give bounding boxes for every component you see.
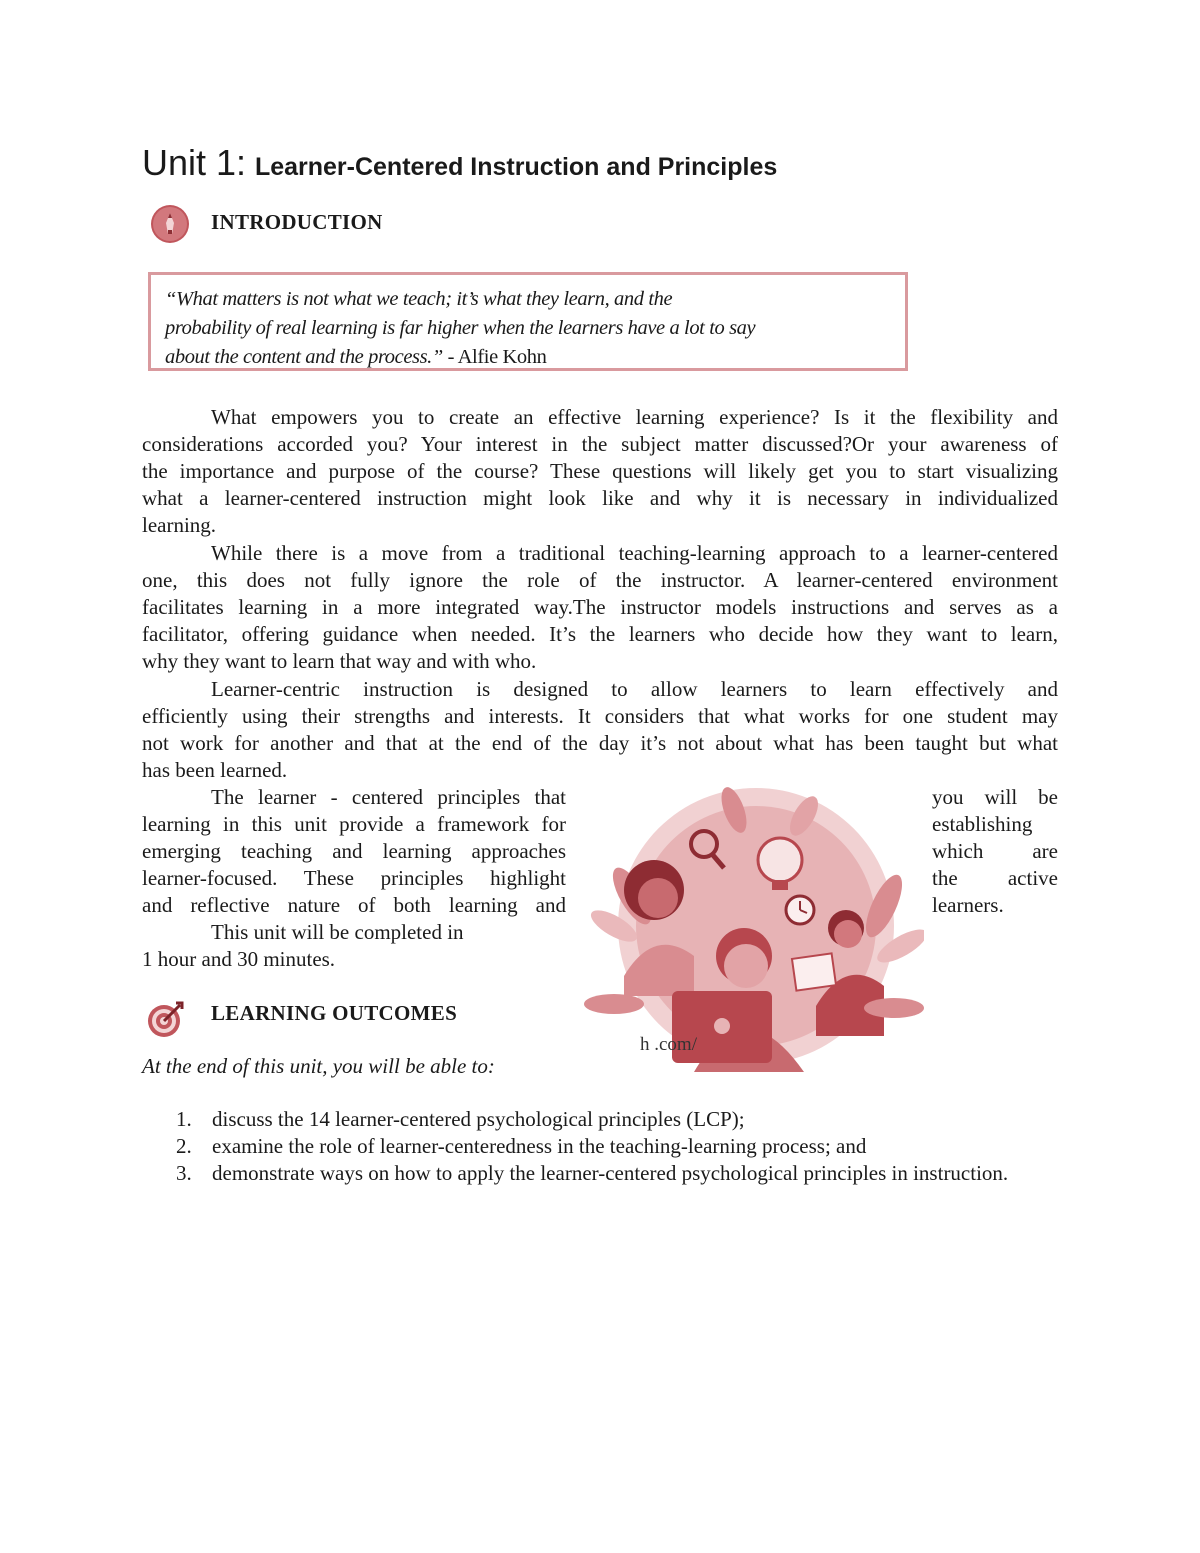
paragraph-line: learning.	[142, 513, 217, 537]
paragraph-line: This unit will be completed in	[211, 920, 464, 944]
paragraph-line: one, this does not fully ignore the role of the instructor. A learner-centered environment	[142, 568, 1058, 592]
list-text: discuss the 14 learner-centered psychological principles (LCP);	[212, 1107, 745, 1131]
paragraph-line: the active	[932, 866, 1058, 890]
list-item	[142, 1133, 1058, 1160]
paragraph-line: considerations accorded you? Your interest in the subject matter discussed?Or your awareness of	[142, 432, 1058, 456]
quote-box	[148, 272, 908, 371]
paragraph-line: which are	[932, 839, 1058, 863]
paragraph-line: why they want to learn that way and with who.	[142, 649, 537, 673]
list-number: 3.	[176, 1161, 192, 1185]
list-number: 1.	[176, 1107, 192, 1131]
paragraph-line: learner-focused. These principles highlight	[142, 866, 566, 890]
paragraph-line: efficiently using their strengths and interests. It considers that what works for one student may	[142, 704, 1058, 728]
outcomes-list	[142, 1106, 1058, 1187]
learning-outcomes-heading: LEARNING OUTCOMES	[211, 1001, 458, 1025]
list-text: examine the role of learner-centeredness in the teaching-learning process; and	[212, 1134, 867, 1158]
illustration-credit: h .com/	[640, 1034, 697, 1055]
learning-illustration	[584, 786, 924, 1072]
paragraph-line: you will be	[932, 785, 1058, 809]
paragraph-line: what a learner-centered instruction might look like and why it is necessary in individualized	[142, 486, 1058, 510]
outcomes-intro: At the end of this unit, you will be able to:	[142, 1054, 495, 1078]
paragraph-line: The learner - centered principles that	[211, 785, 566, 809]
paragraph-line: facilitates learning in a more integrated way.The instructor models instructions and serves as a	[142, 595, 1058, 619]
paragraph-line: and reflective nature of both learning and	[142, 893, 566, 917]
pencil-icon	[150, 204, 190, 244]
quote-line-2: probability of real learning is far higher when the learners have a lot to say	[165, 317, 756, 339]
paragraph-line: emerging teaching and learning approaches	[142, 839, 566, 863]
quote-line-3: about the content and the process.”	[165, 346, 443, 368]
target-icon	[146, 999, 186, 1039]
quote-author: - Alfie Kohn	[442, 346, 547, 368]
list-item	[142, 1160, 1058, 1187]
paragraph-line: 1 hour and 30 minutes.	[142, 947, 336, 971]
paragraph-line: While there is a move from a traditional teaching-learning approach to a learner-centered	[211, 541, 1058, 565]
paragraph-line: learning in this unit provide a framework for	[142, 812, 566, 836]
page-title	[142, 142, 777, 184]
list-text: demonstrate ways on how to apply the learner-centered psychological principles in instruction.	[212, 1161, 1009, 1185]
paragraph-line: has been learned.	[142, 758, 288, 782]
quote-line-1: “What matters is not what we teach; it’s what they learn, and the	[165, 288, 673, 310]
introduction-heading: INTRODUCTION	[211, 210, 383, 234]
unit-subtitle: Learner-Centered Instruction and Principles	[254, 153, 778, 181]
list-item	[142, 1106, 1058, 1133]
paragraph-line: Learner-centric instruction is designed to allow learners to learn effectively and	[211, 677, 1058, 701]
paragraph-line: not work for another and that at the end of the day it’s not about what has been taught but what	[142, 731, 1058, 755]
paragraph-line: establishing	[932, 812, 1033, 836]
paragraph-line: facilitator, offering guidance when needed. It’s the learners who decide how they want to learn,	[142, 622, 1058, 646]
paragraph-line: learners.	[932, 893, 1004, 917]
paragraph-line: What empowers you to create an effective learning experience? Is it the flexibility and	[211, 405, 1058, 429]
list-number: 2.	[176, 1134, 192, 1158]
unit-number: Unit 1:	[142, 142, 247, 183]
paragraph-line: the importance and purpose of the course? These questions will likely get you to start visualizing	[142, 459, 1058, 483]
